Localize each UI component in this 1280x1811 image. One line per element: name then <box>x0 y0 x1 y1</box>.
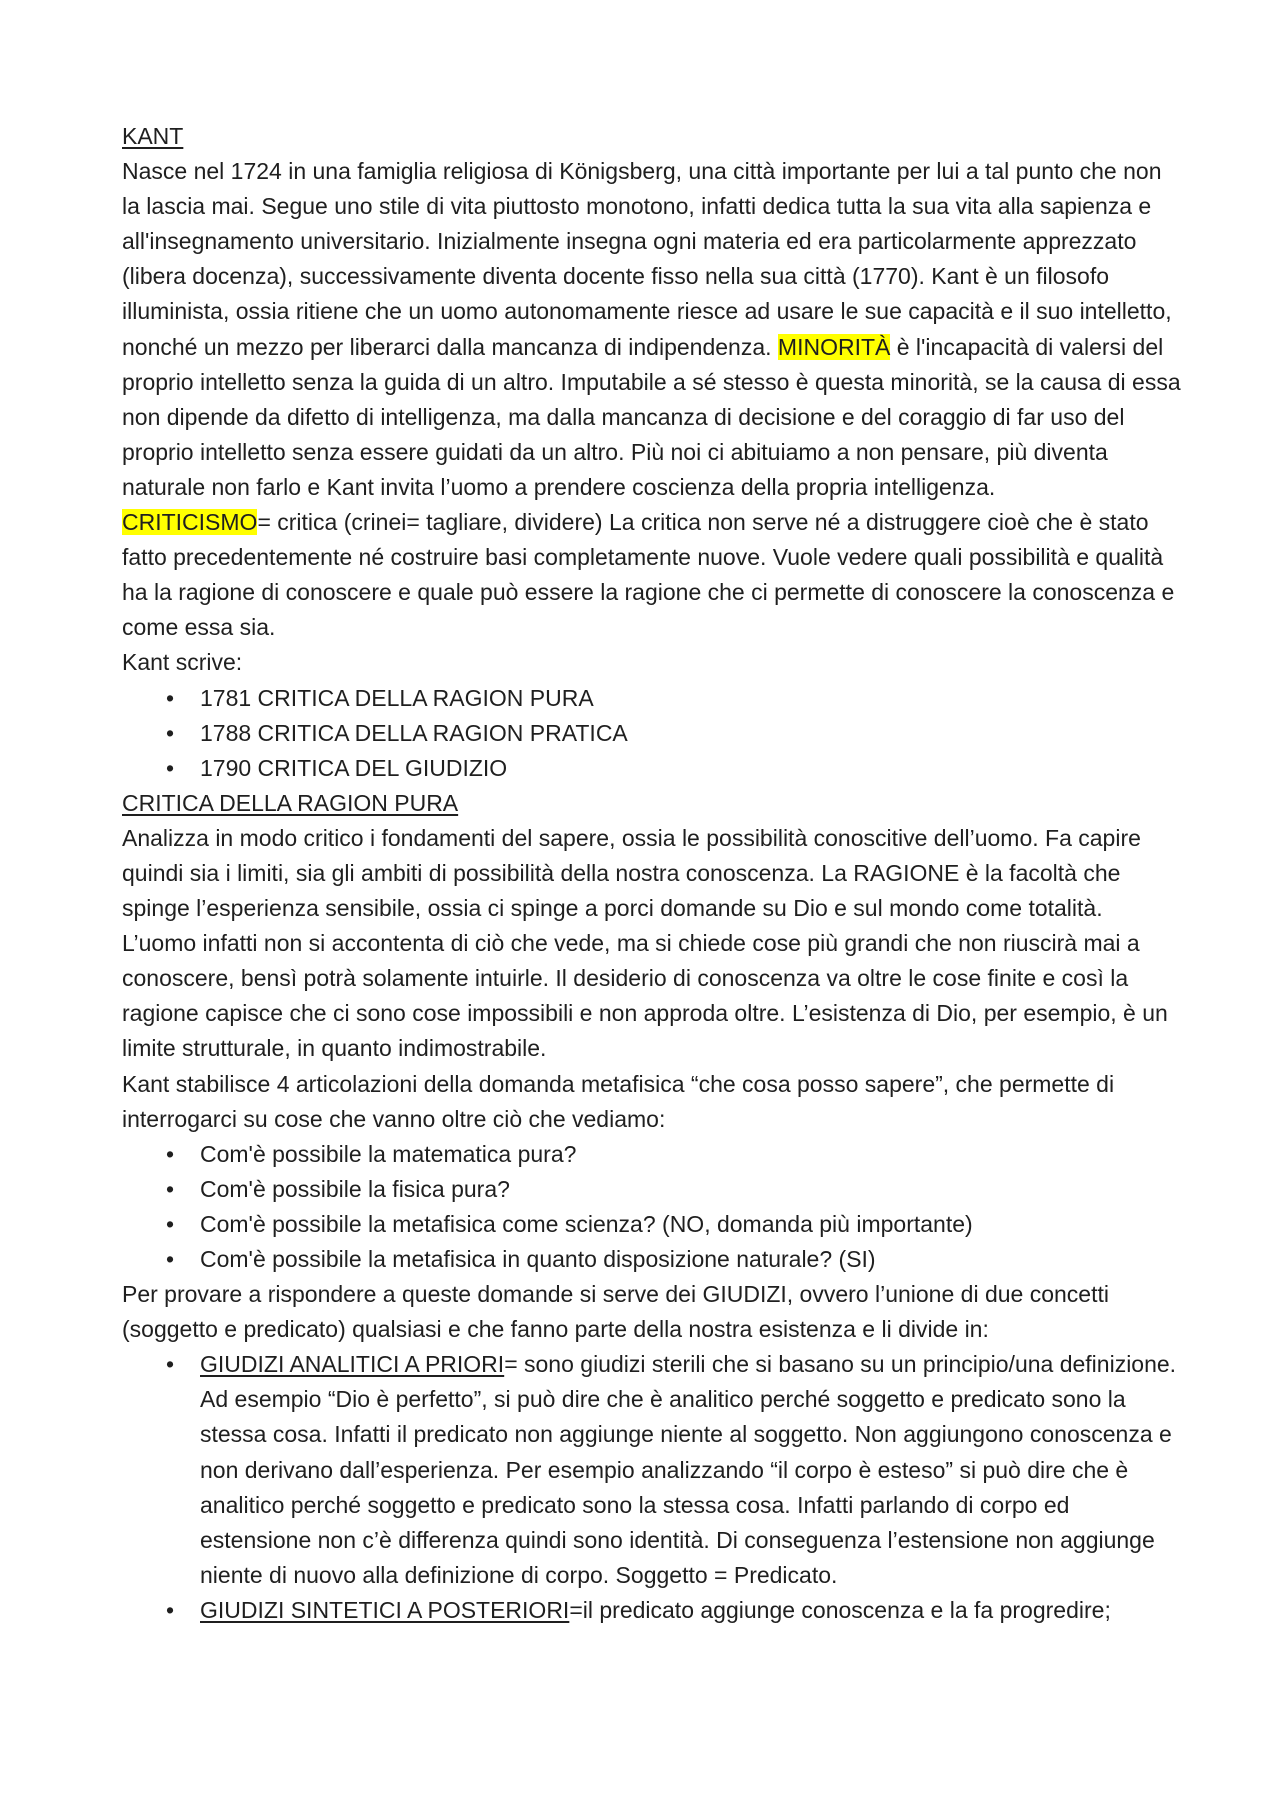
criticismo-paragraph <box>122 505 1182 645</box>
judgment-text: = sono giudizi sterili che si basano su un principio/una definizione. Ad esempio “Dio è perfetto”, si può dire che è analitico perché soggetto e predicato sono la stessa cosa. Infatti il predicato non aggiunge niente al soggetto. Non aggiungono conoscenza e non derivano dall’esperienza. Per esempio analizzando “il corpo è esteso” si può dire che è analitico perché soggetto e predicato sono la stessa cosa. Infatti parlando di corpo ed estensione non c’è differenza quindi sono identità. Di conseguenza l’estensione non aggiunge niente di nuovo alla definizione di corpo. Soggetto = Predicato. <box>200 1351 1177 1588</box>
section-paragraph-1: Analizza in modo critico i fondamenti del sapere, ossia le possibilità conoscitive dell’uomo. Fa capire quindi sia i limiti, sia gli ambiti di possibilità della nostra conoscenza. La RAGIONE è la facoltà che spinge l’esperienza sensibile, ossia ci spinge a porci domande su Dio e sul mondo come totalità. L’uomo infatti non si accontenta di ciò che vede, ma si chiede cose più grandi che non riuscirà mai a conoscere, bensì potrà solamente intuirle. Il desiderio di conoscenza va oltre le cose finite e così la ragione capisce che ci sono cose impossibili e non approda oltre. L’esistenza di Dio, per esempio, è un limite strutturale, in quanto indimostrabile. <box>122 824 1168 1062</box>
document-page <box>122 119 1182 1628</box>
list-item: • Com'è possibile la metafisica in quanto disposizione naturale? (SI) <box>200 1242 1182 1277</box>
section-heading: CRITICA DELLA RAGION PURA <box>122 789 459 816</box>
page-title: KANT <box>122 123 184 149</box>
criticismo-text: = critica (crinei= tagliare, dividere) La critica non serve né a distruggere cioè che è stato fatto precedentemente né costruire basi completamente nuove. Vuole vedere quali possibilità e qualità ha la ragione di conoscere e quale può essere la ragione che ci permette di conoscere la conoscenza e come essa sia. <box>122 509 1175 641</box>
list-item: • 1788 CRITICA DELLA RAGION PRATICA <box>200 716 1182 751</box>
judgment-item <box>200 1347 1182 1593</box>
section-paragraph-2: Kant stabilisce 4 articolazioni della domanda metafisica “che cosa posso sapere”, che permette di interrogarci su cose che vanno oltre ciò che vediamo: <box>122 1070 1115 1132</box>
list-item: • 1781 CRITICA DELLA RAGION PURA <box>200 681 1182 716</box>
list-item: • Com'è possibile la fisica pura? <box>200 1172 1182 1207</box>
intro-text-before: Nasce nel 1724 in una famiglia religiosa di Königsberg, una città importante per lui a tal punto che non la lascia mai. Segue uno stile di vita piuttosto monotono, infatti dedica tutta la sua vita alla sapienza e all'insegnamento universitario. Inizialmente insegna ogni materia ed era particolarmente apprezzato (libera docenza), successivamente diventa docente fisso nella sua città (1770). Kant è un filosofo illuminista, ossia ritiene che un uomo autonomamente riesce ad usare le sue capacità e il suo intelletto, nonché un mezzo per liberarci dalla mancanza di indipendenza. <box>122 158 1172 360</box>
judgments-list <box>122 1347 1182 1628</box>
questions-list <box>122 1137 1182 1277</box>
section-paragraph-3: Per provare a rispondere a queste domande si serve dei GIUDIZI, ovvero l’unione di due concetti (soggetto e predicato) qualsiasi e che fanno parte della nostra esistenza e li divide in: <box>122 1281 1109 1343</box>
works-list <box>122 681 1182 786</box>
judgment-item <box>200 1593 1182 1628</box>
minorita-term: MINORITÀ <box>777 333 891 360</box>
intro-text-after: è l'incapacità di valersi del proprio intelletto senza la guida di un altro. Imputabile a sé stesso è questa minorità, se la causa di essa non dipende da difetto di intelligenza, ma dalla mancanza di decisione e del coraggio di far uso del proprio intelletto senza essere guidati da un altro. Più noi ci abituiamo a non pensare, più diventa naturale non farlo e Kant invita l’uomo a prendere coscienza della propria intelligenza. <box>122 333 1181 500</box>
criticismo-term: CRITICISMO <box>122 509 258 536</box>
list-item: • Com'è possibile la metafisica come scienza? (NO, domanda più importante) <box>200 1207 1182 1242</box>
list-item: • 1790 CRITICA DEL GIUDIZIO <box>200 751 1182 786</box>
list-item: • Com'è possibile la matematica pura? <box>200 1137 1182 1172</box>
judgment-term: GIUDIZI SINTETICI A POSTERIORI <box>200 1596 570 1623</box>
judgment-term: GIUDIZI ANALITICI A PRIORI <box>200 1351 505 1378</box>
works-intro: Kant scrive: <box>122 649 243 676</box>
judgment-text: =il predicato aggiunge conoscenza e la fa progredire; <box>569 1596 1111 1623</box>
intro-paragraph <box>122 154 1182 505</box>
